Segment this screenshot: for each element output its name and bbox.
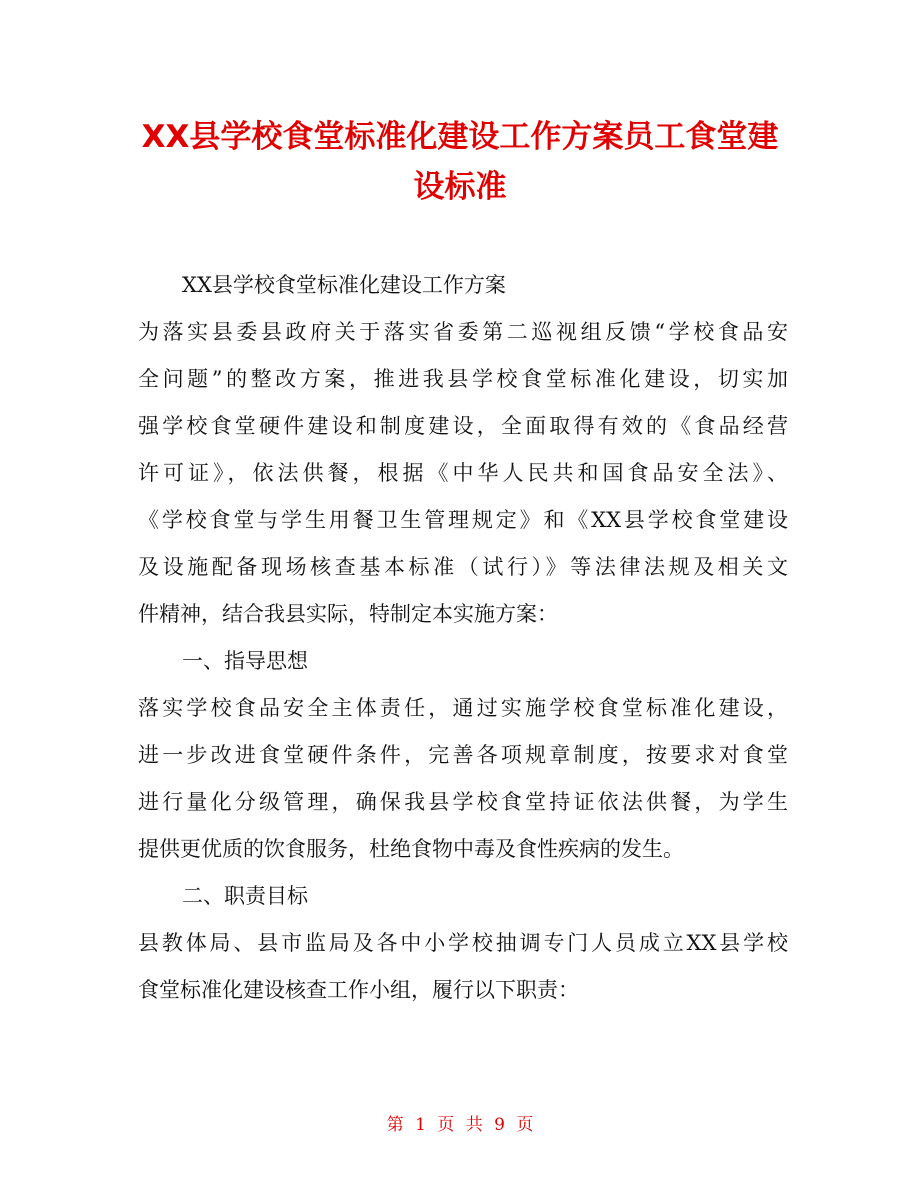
document-body [138,262,788,1014]
section-1-heading: 一、指导思想 [182,649,308,673]
section-1-line: 落实学校食品安全主体责任，通过实施学校食堂标准化建设， [138,696,788,720]
section-2-line: 食堂标准化建设核查工作小组，履行以下职责： [138,978,579,1002]
section-1-line: 进行量化分级管理，确保我县学校食堂持证依法供餐，为学生 [138,790,788,814]
intro-line: 为落实县委县政府关于落实省委第二巡视组反馈“学校食品安 [138,320,788,344]
intro-line: 全问题”的整改方案，推进我县学校食堂标准化建设，切实加 [138,367,788,391]
subtitle: XX县学校食堂标准化建设工作方案 [182,273,506,297]
document-title-line-1: XX县学校食堂标准化建设工作方案员工食堂建 [141,119,779,155]
section-1-line: 进一步改进食堂硬件条件，完善各项规章制度，按要求对食堂 [138,743,788,767]
section-2-line: 县教体局、县市监局及各中小学校抽调专门人员成立XX县学校 [138,931,788,955]
intro-line: 《学校食堂与学生用餐卫生管理规定》和《XX县学校食堂建设 [138,508,788,532]
section-2-heading: 二、职责目标 [182,884,308,908]
section-1-line: 提供更优质的饮食服务，杜绝食物中毒及食性疾病的发生。 [138,837,684,861]
intro-line: 件精神，结合我县实际，特制定本实施方案： [138,602,558,626]
intro-line: 及设施配备现场核查基本标准（试行）》等法律法规及相关文 [138,555,788,579]
intro-line: 强学校食堂硬件建设和制度建设，全面取得有效的《食品经营 [138,414,788,438]
page-number-footer: 第 1 页 共 9 页 [386,1115,534,1135]
document-title-line-2: 设标准 [413,169,507,205]
intro-line: 许可证》，依法供餐，根据《中华人民共和国食品安全法》、 [138,461,788,485]
